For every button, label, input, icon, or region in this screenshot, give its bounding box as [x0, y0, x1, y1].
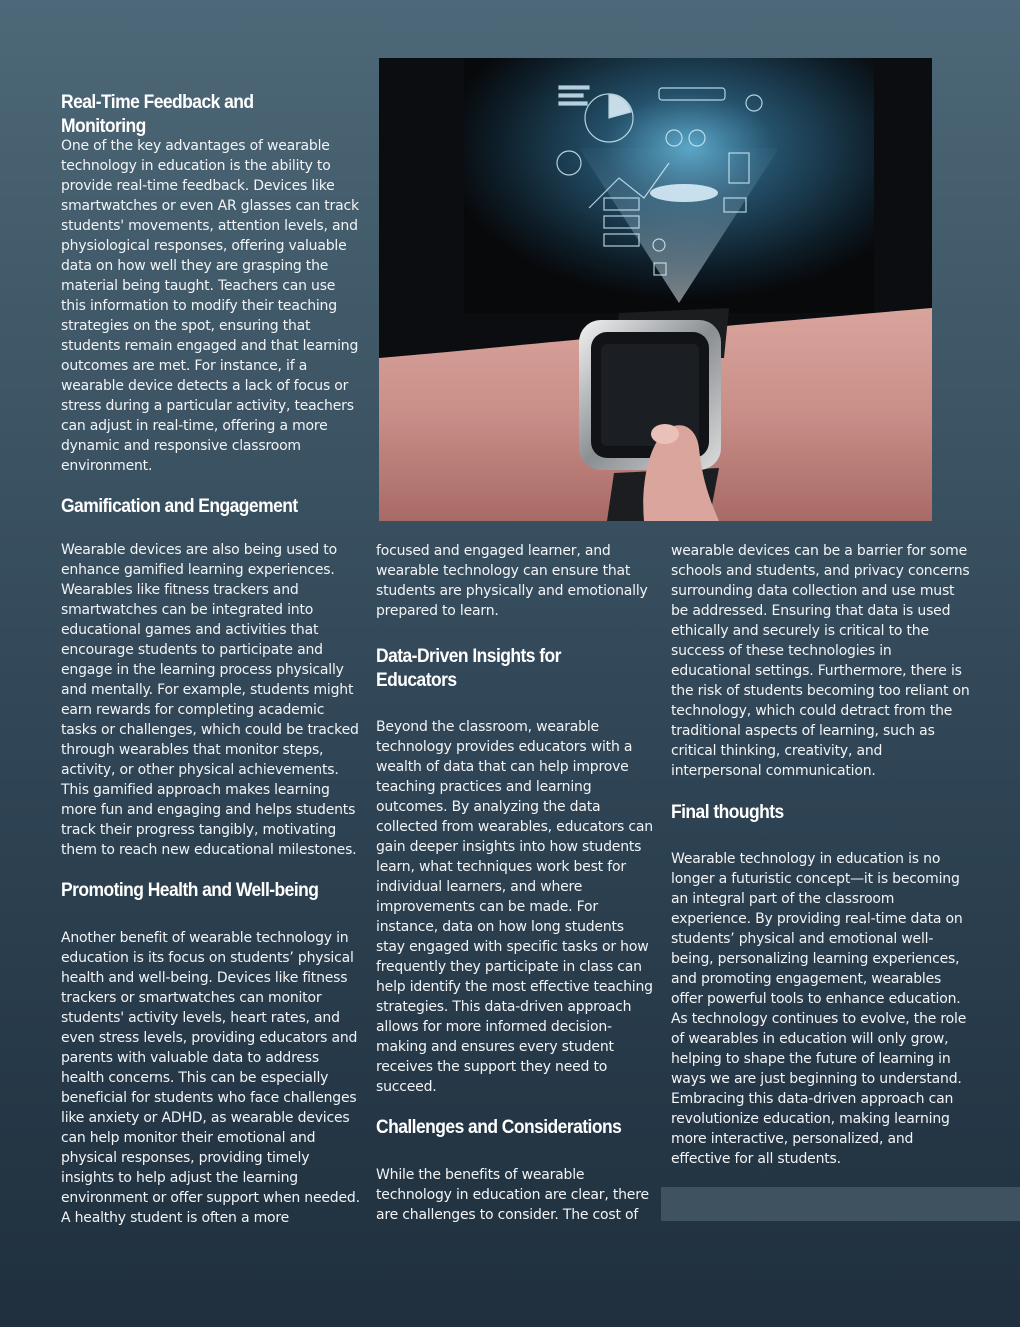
paragraph-data-driven: Beyond the classroom, wearable technology provides educators with a wealth of data that can help improve teaching practices and learning outcomes. By analyzing the data collected from wearables, educators can gain deeper insights into how students learn, what techniques work best for individual learners, and where improvements can be made. For instance, data on how long students stay engaged with specific tasks or how frequently they participate in class can help identify the most effective teaching strategies. This data-driven approach allows for more informed decision-making and ensures every student receives the support they need to succeed. [376, 719, 653, 1095]
paragraph-health-continued: focused and engaged learner, and wearable technology can ensure that students are physically and emotionally prepared to learn. [376, 543, 648, 619]
heading-health: Promoting Health and Well-being [61, 880, 319, 901]
decorative-bar [661, 1187, 1020, 1221]
paragraph-challenges-continued: wearable devices can be a barrier for some schools and students, and privacy concerns surrounding data collection and use must be addressed. Ensuring that data is used ethically and securely is critical to the success of these technologies in educational settings. Furthermore, there is the risk of students becoming too reliant on technology, which could detract from the traditional aspects of learning, such as critical thinking, creativity, and interpersonal communication. [671, 543, 970, 779]
heading-realtime-feedback: Real-Time Feedback and Monitoring [61, 92, 254, 137]
paragraph-gamification: Wearable devices are also being used to enhance gamified learning experiences. Wearables like fitness trackers and smartwatches can be integrated into educational games and activities that encourage students to participate and engage in the learning process physically and mentally. For example, students might earn rewards for completing academic tasks or challenges, which could be tracked through wearables that monitor steps, activity, or other physical achievements. This gamified approach makes learning more fun and engaging and helps students track their progress tangibly, motivating them to reach new educational milestones. [61, 542, 359, 858]
paragraph-realtime-feedback: One of the key advantages of wearable technology in education is the ability to provide real-time feedback. Devices like smartwatches or even AR glasses can track students' movements, attention levels, and physiological responses, offering valuable data on how well they are grasping the material being taught. Teachers can use this information to modify their teaching strategies on the spot, ensuring that students remain engaged and that learning outcomes are met. For instance, if a wearable device detects a lack of focus or stress during a particular activity, teachers can adjust in real-time, offering a more dynamic and responsive classroom environment. [61, 138, 359, 474]
heading-data-driven: Data-Driven Insights for Educators [376, 646, 561, 691]
heading-final-thoughts: Final thoughts [671, 802, 784, 823]
smartwatch-hologram-image [379, 58, 932, 521]
heading-challenges: Challenges and Considerations [376, 1117, 622, 1138]
paragraph-health: Another benefit of wearable technology in education is its focus on students’ physical health and well-being. Devices like fitness trackers or smartwatches can monitor students' activity levels, heart rates, and even stress levels, providing educators and parents with valuable data to address health concerns. This can be especially beneficial for students who face challenges like anxiety or ADHD, as wearable devices can help monitor their emotional and physical responses, providing timely insights to help adjust the learning environment or offer support when needed. A healthy student is often a more [61, 930, 360, 1226]
paragraph-final-thoughts: Wearable technology in education is no longer a futuristic concept—it is becoming an integral part of the classroom experience. By providing real-time data on students’ physical and emotional well-being, personalizing learning experiences, and promoting engagement, wearables offer powerful tools to enhance education. As technology continues to evolve, the role of wearables in education will only grow, helping to shape the future of learning in ways we are just beginning to understand. Embracing this data-driven approach can revolutionize education, making learning more interactive, personalized, and effective for all students. [671, 851, 967, 1167]
heading-gamification: Gamification and Engagement [61, 496, 298, 517]
paragraph-challenges: While the benefits of wearable technology in education are clear, there are challenges to consider. The cost of [376, 1167, 649, 1223]
